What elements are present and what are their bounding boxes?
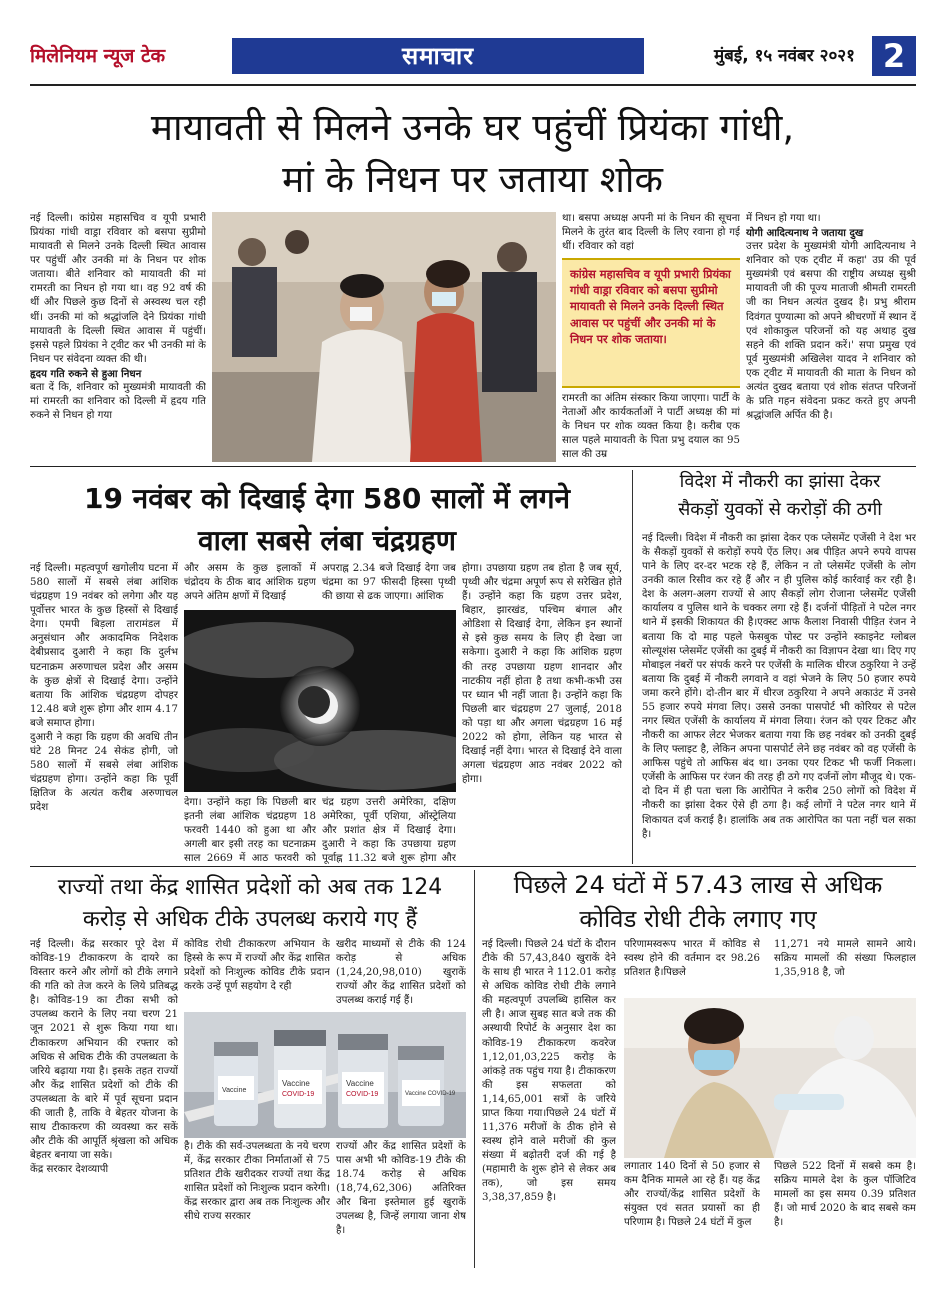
story1-pullquote: कांग्रेस महासचिव व यूपी प्रभारी प्रियंका गांधी वाड्रा रविवार को बसपा सुप्रीमो मायावती से मिलने उनके दिल्ली स्थित आवास पर पहुंचीं और उनकी मां के निधन पर शोक जताया। bbox=[562, 258, 740, 388]
story1-headline-line2: मां के निधन पर जताया शोक bbox=[282, 158, 663, 201]
vial-label: Vaccine bbox=[282, 1079, 310, 1088]
divider bbox=[474, 870, 475, 1268]
story4-text: केंद्र सरकार देशव्यापी bbox=[30, 1164, 109, 1176]
story1-text: बता दें कि, शनिवार को मुख्यमंत्री मायावती की मां रामरती का शनिवार को दिल्ली में हृदय गति रुकने से निधन हो गया bbox=[30, 381, 206, 422]
story1-column-4 bbox=[746, 212, 916, 462]
story4-column-1 bbox=[30, 938, 178, 1268]
story1-headline-line1: मायावती से मिलने उनके घर पहुंचीं प्रियंका गांधी, bbox=[150, 106, 795, 149]
story5-column-2-bottom: लगातार 140 दिनों से 50 हजार से कम दैनिक मामले आ रहे हैं। यह केंद्र और राज्यों/केंद्र शासित प्रदेशों के संयुक्त एवं सतत प्रयासों का ही परिणाम है। पिछले 24 घंटों में कुल bbox=[624, 1161, 760, 1229]
story5-headline bbox=[480, 868, 916, 938]
story4-column-3-bottom: राज्यों और केंद्र शासित प्रदेशों के पास अभी भी कोविड-19 टीके की 18.74 करोड़ से अधिक (18,74,62,306) अतिरिक्त और बिना इस्तेमाल हुई खुराकें उपलब्ध है, जिन्हें लगाया जाना शेष है। bbox=[336, 1141, 466, 1237]
vial-label: Vaccine bbox=[222, 1087, 247, 1094]
story5-column-2-top: परिणामस्वरूप भारत में कोविड से स्वस्थ होने की वर्तमान दर 98.26 प्रतिशत है।पिछले bbox=[624, 939, 760, 979]
story2-headline-line2: वाला सबसे लंबा चंद्रग्रहण bbox=[198, 524, 456, 557]
story2-text: नई दिल्ली। महत्वपूर्ण खगोलीय घटना में 580 सालों में सबसे लंबा आंशिक चंद्रग्रहण 19 नवंबर को लगेगा और यह पूर्वोत्तर भारत के कुछ हिस्सों से दिखाई देगा। एमपी बिड़ला तारामंडल में अनुसंधान और अकादमिक निदेशक देबीप्रसाद दुआरी ने कहा कि दुर्लभ घटनाक्रम अरुणाचल प्रदेश और असम के कुछ क्षेत्रों से दिखाई देगा। उन्होंने बताया कि आंशिक चंद्रग्रहण दोपहर 12.48 बजे शुरू होगा और शाम 4.17 बजे समाप्त होगा। bbox=[30, 563, 178, 729]
story2-column-3-bottom: चंद्र ग्रहण उत्तरी अमेरिका, दक्षिण अमेरिका, पूर्वी एशिया, ऑस्ट्रेलिया और प्रशांत क्षेत्र में दिखाई देगा। दुआरी ने कहा कि उपछाया ग्रहण पूर्वाह्न 11.32 बजे शुरू होगा और bbox=[322, 797, 456, 864]
story4-column-2-bottom: है। टीके की सर्व-उपलब्धता के नये चरण में, केंद्र सरकार टीका निर्माताओं से 75 प्रतिशत टीके खरीदकर राज्यों तथा केंद्र शासित प्रदेशों को निःशुल्क प्रदान करेगी।केंद्र सरकार द्वारा अब तक निःशुल्क और सीधे राज्य सरकार bbox=[184, 1141, 330, 1223]
vial-label: COVID-19 bbox=[346, 1091, 379, 1098]
story5-headline-line2: कोविड रोधी टीके लगाए गए bbox=[579, 905, 817, 933]
section-title: समाचार bbox=[232, 38, 644, 74]
story4-column-3-top: खरीद माध्यमों से टीके की 124 करोड़ से अधिक (1,24,20,98,010) खुराकें राज्यों और केंद्र शासित प्रदेशों को उपलब्ध कराई गई हैं। bbox=[336, 939, 466, 1007]
story2-column-4: होगा। उपछाया ग्रहण तब होता है जब सूर्य, पृथ्वी और चंद्रमा अपूर्ण रूप से सरेखित होते हैं। उन्होंने कहा कि ग्रहण उत्तर प्रदेश, बिहार, झारखंड, पश्चिम बंगाल और ओडिशा से दिखाई देगा, लेकिन इन स्थानों से इसे कुछ समय के लिए ही देखा जा सकेगा। दुआरी ने कहा कि आंशिक ग्रहण की तरह उपछाया ग्रहण शानदार और नाटकीय नहीं होता है तथा कभी-कभी उस पर ध्यान भी नहीं जाता है। उन्होंने कहा कि पिछली बार चंद्रग्रहण 27 जुलाई, 2018 को पड़ा था और अगला चंद्रग्रहण 16 मई 2022 को होगा, लेकिन यह भारत से दिखाई नहीं देगा। भारत से दिखाई देने वाला अगला चंद्रग्रहण आठ नवंबर 2022 को होगा। bbox=[462, 563, 622, 786]
story1-headline bbox=[40, 102, 905, 214]
story4-text: नई दिल्ली। केंद्र सरकार पूरे देश में कोविड-19 टीकाकरण के दायरे का विस्तार करने और लोगों को टीके लगाने की गति को तेज करने के लिये प्रतिबद्ध है। कोविड-19 का टीका सभी को उपलब्ध कराने के लिए नया चरण 21 जून 2021 से शुरू किया गया था। टीकाकरण अभियान की रफ्तार को अधिक से अधिक टीके की उपलब्धता के जरिये बढ़ाया गया है। इसके तहत राज्यों और केंद्र शासित प्रदेशों को टीके की उपलब्धता के बारे में पूर्व सूचना प्रदान की जाती है, ताकि वे बेहतर योजना के साथ टीकाकरण की व्यवस्था कर सकें और टीके की आपूर्ति श्रृंखला को अधिक बेहतर बनाया जा सके। bbox=[30, 939, 178, 1162]
story2-headline-line1: 19 नवंबर को दिखाई देगा 580 सालों में लगने bbox=[83, 482, 571, 515]
masthead-rule bbox=[30, 84, 916, 86]
vial-label: COVID-19 bbox=[282, 1091, 315, 1098]
story1-column-3-bottom: रामरती का अंतिम संस्कार किया जाएगा। पार्टी के नेताओं और कार्यकर्ताओं ने पार्टी अध्यक्ष की मां के निधन पर शोक व्यक्त किया है। करीब एक साल पहले मायावती के पिता प्रभु दयाल का 95 साल की उम्र bbox=[562, 393, 740, 461]
story3-headline-line2: सैकड़ों युवकों से करोड़ों की ठगी bbox=[678, 499, 882, 520]
story1-text: में निधन हो गया था। bbox=[746, 213, 821, 224]
story1-text: नई दिल्ली। कांग्रेस महासचिव व यूपी प्रभारी प्रियंका गांधी वाड्रा रविवार को बसपा सुप्रीमो मायावती से मिलने उनके दिल्ली स्थित आवास पर पहुंचीं और उनकी मां के निधन पर शोक जताया। बीते शनिवार को मायावती की मां रामरती का निधन हो गया था। वह 92 वर्ष की थीं और पिछले कुछ दिनों से अस्वस्थ चल रही थीं। उनकी मां को श्रद्धांजलि देने प्रियंका गांधी मायावती के दिल्ली स्थित आवास में पहुंचीं। इससे पहले प्रियंका ने ट्वीट कर भी उनकी मां के निधन पर संवेदना व्यक्त की थी। bbox=[30, 213, 206, 365]
story4-headline-line2: करोड़ से अधिक टीके उपलब्ध कराये गए हैं bbox=[82, 907, 418, 932]
story3-body: नई दिल्ली। विदेश में नौकरी का झांसा देकर एक प्लेसमेंट एजेंसी ने देश भर के सैकड़ों युवकों से करोड़ों रुपये ऐंठ लिए। अब पीड़ित अपने रुपये वापस पाने के लिए दर-दर भटक रहे हैं, लेकिन न तो प्लेसमेंट एजेंसी के लोग उनकी काल रिसीव कर रहे हैं और न ही पुलिस कोई कार्रवाई कर रही है। देश के अलग-अलग राज्यों से आए सैकड़ों लोग रोजाना प्लेसमेंट एजेंसी कार्यालय व पुलिस थाने के चक्कर लगा रहे हैं। दर्जनों पीड़ितों ने पटेल नगर थाने में इसकी शिकायत की है।एक्स्ट आफ कैलाश निवासी पीड़ित रंजन ने बताया कि दो माह पहले फेसबुक पोस्ट पर उन्होंने स्काइनेट ग्लोबल सोल्यूशंस प्लेसमेंट एजेंसी का दुबई में नौकरी का विज्ञापन देखा था। दिए गए मोबाइल नंबरों पर संपर्क करने पर एजेंसी के मालिक धीरज ठकुरिया ने उन्हें बताया कि दुबई में नौकरी लगवाने व वहां भेजने के लिए 50 हजार रुपये जमा करने होंगे। दो-तीन बार में धीरज ठकुरिया ने अपने अकाउंट में उनसे 55 हजार रुपये मंगवा लिए। उससे उनका पासपोर्ट भी कोरियर से पटेल नगर स्थित एजेंसी के कार्यालय में मंगवा लिया। रंजन को एयर टिकट और नौकरी का आफर लेटर भेजकर बताया गया कि छह नवंबर को उनकी दुबई के लिए फ्लाइट है, लेकिन अपना पासपोर्ट लेने छह नवंबर को वह एजेंसी के आफिस पहुंचे तो आफिस बंद था। उनका एयर टिकट भी फर्जी निकला। एजेंसी के आफिस पर रंजन की तरह ही ठगे गए दर्जनों लोग मौजूद थे। एक-दो दिन में ही पता चला कि आरोपित ने करीब 250 लोगों को विदेश में नौकरी का झांसा देकर ऐसे ही ठगा है। कई लोगों ने पटेल नगर थाने में शिकायत दर्ज कराई है। हालांकि अब तक आरोपित का पता नहीं चल सका है। bbox=[642, 533, 916, 840]
story2-headline bbox=[28, 478, 626, 568]
story5-column-1: नई दिल्ली। पिछले 24 घंटों के दौरान टीके की 57,43,840 खुराकें देने के साथ ही भारत ने 112.01 करोड़ से अधिक कोविड रोधी टीके लगाने की महत्वपूर्ण उपलब्धि हासिल कर ली है। आज सुबह सात बजे तक की अस्थायी रिपोर्ट के अनुसार देश का कोविड-19 टीकाकरण कवरेज 1,12,01,03,225 करोड़ के आंकड़े तक पहुंच गया है। टीकाकरण की इस सफलता को 1,14,65,001 सत्रों के जरिये प्राप्त किया गया।पिछले 24 घंटों में 11,376 मरीजों के ठीक होने से स्वस्थ होने वाले मरीजों की कुल संख्या में बढ़ोतरी दर्ज की गई है (महामारी के शुरू होने से लेकर अब तक), जो इस समय 3,38,37,859 है। bbox=[482, 939, 616, 1204]
story4-headline bbox=[30, 872, 470, 938]
divider bbox=[30, 866, 916, 867]
story1-subhead-1: हृदय गति रुकने से हुआ निधन bbox=[30, 367, 142, 380]
story4-vaccine-photo bbox=[184, 1012, 466, 1138]
story1-column-3-top: था। बसपा अध्यक्ष अपनी मां के निधन की सूचना मिलने के तुरंत बाद दिल्ली के लिए रवाना हो गई थीं। रविवार को वहां bbox=[562, 213, 740, 253]
vial-label: Vaccine bbox=[346, 1079, 374, 1088]
story5-headline-line1: पिछले 24 घंटों में 57.43 लाख से अधिक bbox=[513, 871, 883, 899]
story3-headline bbox=[640, 468, 920, 530]
story2-column-3-top: अपराह्न 2.34 बजे दिखाई देगा जब चंद्रमा का 97 फीसदी हिस्सा पृथ्वी की छाया से ढक जाएगा। आंशिक bbox=[322, 563, 456, 603]
page-number: 2 bbox=[866, 36, 916, 76]
story2-text: दुआरी ने कहा कि ग्रहण की अवधि तीन घंटे 28 मिनट 24 सेकंड होगी, जो 580 सालों में सबसे लंबा आंशिक चंद्रग्रहण होगा। उन्होंने कहा कि पूर्वी क्षितिज के अत्यंत करीब अरुणाचल प्रदेश bbox=[30, 731, 178, 814]
story5-column-3-bottom: पिछले 522 दिनों में सबसे कम है। सक्रिय मामले देश के कुल पॉजिटिव मामलों का इस समय 0.39 प्रतिशत हैं। जो मार्च 2020 के बाद सबसे कम है। bbox=[774, 1161, 916, 1229]
story1-subhead-2: योगी आदित्यनाथ ने जताया दुख bbox=[746, 227, 864, 240]
divider bbox=[632, 470, 633, 864]
story2-column-2-top: और असम के कुछ इलाकों में चंद्रोदय के ठीक बाद आंशिक ग्रहण अपने अंतिम क्षणों में दिखाई bbox=[184, 563, 316, 603]
masthead-brand: मिलेनियम न्यूज टेक bbox=[30, 45, 166, 67]
vial-label: Vaccine COVID-19 bbox=[405, 1091, 456, 1097]
story3-headline-line1: विदेश में नौकरी का झांसा देकर bbox=[679, 471, 881, 492]
divider bbox=[30, 466, 916, 467]
story1-column-1 bbox=[30, 212, 206, 462]
story2-eclipse-photo bbox=[184, 610, 456, 792]
story5-column-3-top: 11,271 नये मामले सामने आये।सक्रिय मामलों की संख्या फिलहाल 1,35,918 है, जो bbox=[774, 939, 916, 979]
story5-vaccination-photo bbox=[624, 998, 916, 1158]
story1-photo bbox=[212, 212, 556, 462]
story4-headline-line1: राज्यों तथा केंद्र शासित प्रदेशों को अब तक 124 bbox=[57, 875, 443, 900]
story2-column-2-bottom: देगा। उन्होंने कहा कि पिछली बार इतनी लंबा आंशिक चंद्रग्रहण 18 फरवरी 1440 को हुआ था और अगली बार इसी तरह का घटनाक्रम साल 2669 में आठ फरवरी को bbox=[184, 797, 316, 864]
story1-text: उत्तर प्रदेश के मुख्यमंत्री योगी आदित्यनाथ ने शनिवार को एक ट्वीट में कहा' उप्र की पूर्व मुख्यमंत्री एवं बसपा की राष्ट्रीय अध्यक्ष सुश्री मायावती जी की पूज्य माताजी श्रीमती रामरती जी का निधन अत्यंत दुखद है। प्रभु श्रीराम दिवंगत पुण्यात्मा को अपने श्रीचरणों में स्थान दें एवं शोकाकुल परिजनों को यह अथाह दुख सहने की शक्ति प्रदान करें।' सपा प्रमुख एवं पूर्व मुख्यमंत्री अखिलेश यादव ने शनिवार को एक ट्वीट में मायावती की माता के निधन को अत्यंत दुखद बताया एवं शोक संतप्त परिजनों के प्रति गहन संवेदना प्रकट करते हुए अपनी श्रद्धांजलि अर्पित की है। bbox=[746, 241, 916, 422]
story4-column-2-top: कोविड रोधी टीकाकरण अभियान के हिस्से के रूप में राज्यों और केंद्र शासित प्रदेशों को निःशुल्क कोविड टीके प्रदान करके उन्हें पूर्ण सहयोग दे रही bbox=[184, 939, 330, 993]
story2-column-1 bbox=[30, 562, 178, 864]
dateline: मुंबई, १५ नवंबर २०२१ bbox=[713, 46, 855, 66]
